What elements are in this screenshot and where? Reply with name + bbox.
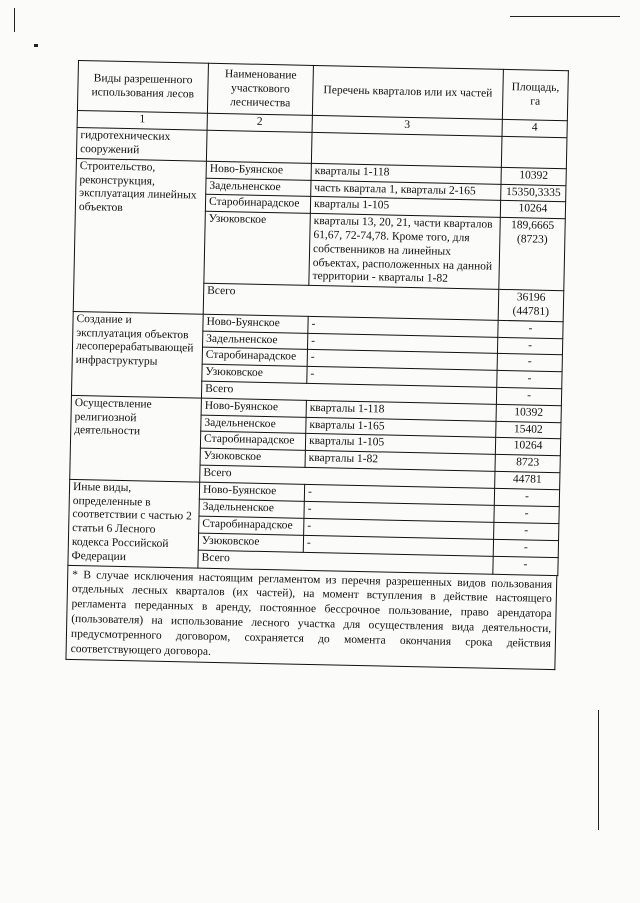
total-area: 44781 xyxy=(495,471,560,489)
quarters-cell: - xyxy=(303,536,493,557)
column-number: 4 xyxy=(502,120,567,138)
quarters-cell: часть квартала 1, кварталы 2-165 xyxy=(311,180,501,201)
quarters-cell: - xyxy=(307,367,497,388)
scan-edge-mark-right xyxy=(598,710,599,830)
column-number: 3 xyxy=(312,116,502,137)
forestry-cell: Задельненское xyxy=(203,331,308,350)
area-cell: - xyxy=(494,505,559,524)
total-label: Всего xyxy=(200,465,495,488)
area-cell: 10392 xyxy=(501,167,566,185)
quarters-cell: кварталы 1-118 xyxy=(306,400,496,421)
quarters-cell: - xyxy=(307,350,497,371)
forestry-cell: Старобинарадское xyxy=(200,431,305,450)
document-sheet xyxy=(65,60,567,670)
area-cell: - xyxy=(498,320,563,338)
quarters-cell: кварталы 1-105 xyxy=(310,197,500,218)
use-type-cell: Иные виды, определенные в соответствии с частью 2 статьи 6 Лесного кодекса Российской Федерации xyxy=(68,479,200,567)
footnote: * В случае исключения настоящим регламентом из перечня разрешенных видов пользования отдельных лесных кварталов (их частей), на момент вступления в действие настоящего регламента переданных в аренду, постоянное бессрочное пользование, право арендатора (пользователя) на использование лесного участка для осуществления вида деятельности, предусмотренного договором, сохраняется до момента окончания срока действия соответствующего договора. xyxy=(65,565,557,670)
area-cell: 15350,3335 xyxy=(501,184,566,202)
column-number: 2 xyxy=(207,114,312,133)
forestry-cell: Узюковское xyxy=(204,211,310,285)
quarters-cell: кварталы 1-165 xyxy=(306,417,496,438)
scan-dot-mark xyxy=(34,44,38,47)
header-use-type: Виды разрешенного использования лесов xyxy=(77,61,208,114)
column-number: 1 xyxy=(77,111,207,131)
quarters-cell: - xyxy=(308,316,498,337)
forestry-cell: Старобинарадское xyxy=(202,348,307,367)
scan-edge-mark-top-right xyxy=(510,16,620,17)
total-area: - xyxy=(493,557,558,576)
quarters-cell: кварталы 1-118 xyxy=(311,163,501,184)
forestry-cell: Ново-Буянское xyxy=(201,398,306,417)
total-area: - xyxy=(496,387,561,405)
total-label: Всего xyxy=(203,283,499,320)
use-type-cell: Создание и эксплуатация объектов лесоперерабатывающей инфраструктуры xyxy=(71,311,203,398)
area-cell: - xyxy=(493,539,558,558)
area-cell: 8723 xyxy=(495,454,560,472)
quarters-cell: кварталы 1-82 xyxy=(305,450,495,471)
forestry-cell: Старобинарадское xyxy=(205,195,310,214)
forestry-cell: Ново-Буянское xyxy=(206,161,311,180)
scan-edge-mark-top-left xyxy=(14,8,15,32)
empty-cell xyxy=(501,137,567,169)
forestry-cell: Задельненское xyxy=(199,499,304,518)
quarters-cell: - xyxy=(304,518,494,539)
header-quarters: Перечень кварталов или их частей xyxy=(312,65,503,119)
area-cell: 10392 xyxy=(496,404,561,422)
quarters-cell: - xyxy=(304,501,494,522)
area-cell: - xyxy=(497,337,562,355)
use-type-cell: Осуществление религиозной деятельности xyxy=(70,395,202,482)
area-cell: - xyxy=(494,522,559,541)
total-label: Всего xyxy=(198,550,493,573)
quarters-cell: кварталы 1-105 xyxy=(305,434,495,455)
area-cell: - xyxy=(494,488,559,507)
forestry-cell: Задельненское xyxy=(201,415,306,434)
area-cell: 10264 xyxy=(495,438,560,456)
header-area: Площадь, га xyxy=(502,69,568,121)
total-label: Всего xyxy=(201,381,496,404)
forest-use-table xyxy=(67,60,568,576)
area-cell: 189,6665 (8723) xyxy=(499,218,565,291)
total-area: 36196 (44781) xyxy=(498,290,564,322)
header-forestry: Наименование участкового лесничества xyxy=(207,63,313,116)
area-cell: 15402 xyxy=(496,421,561,439)
forestry-cell: Узюковское xyxy=(202,364,307,383)
forestry-cell: Узюковское xyxy=(198,533,303,552)
empty-cell xyxy=(311,133,502,168)
forestry-cell: Ново-Буянское xyxy=(199,482,304,501)
forestry-cell: Задельненское xyxy=(206,178,311,197)
area-cell: - xyxy=(497,354,562,372)
quarters-cell: кварталы 13, 20, 21, части кварталов 61,67, 72-74,78. Кроме того, для собственников на линейных объектах, расположенных на данной территории - кварталы 1-82 xyxy=(309,214,500,290)
forestry-cell: Ново-Буянское xyxy=(203,314,308,333)
quarters-cell: - xyxy=(307,333,497,354)
use-type-cell: Строительство, реконструкция, эксплуатация линейных объектов xyxy=(73,158,206,314)
forestry-cell: Старобинарадское xyxy=(199,516,304,535)
empty-cell xyxy=(206,130,312,163)
use-type-cell: гидротехнических сооружений xyxy=(76,128,207,161)
quarters-cell: - xyxy=(304,484,494,505)
area-cell: 10264 xyxy=(500,201,565,219)
area-cell: - xyxy=(497,370,562,388)
forestry-cell: Узюковское xyxy=(200,448,305,467)
